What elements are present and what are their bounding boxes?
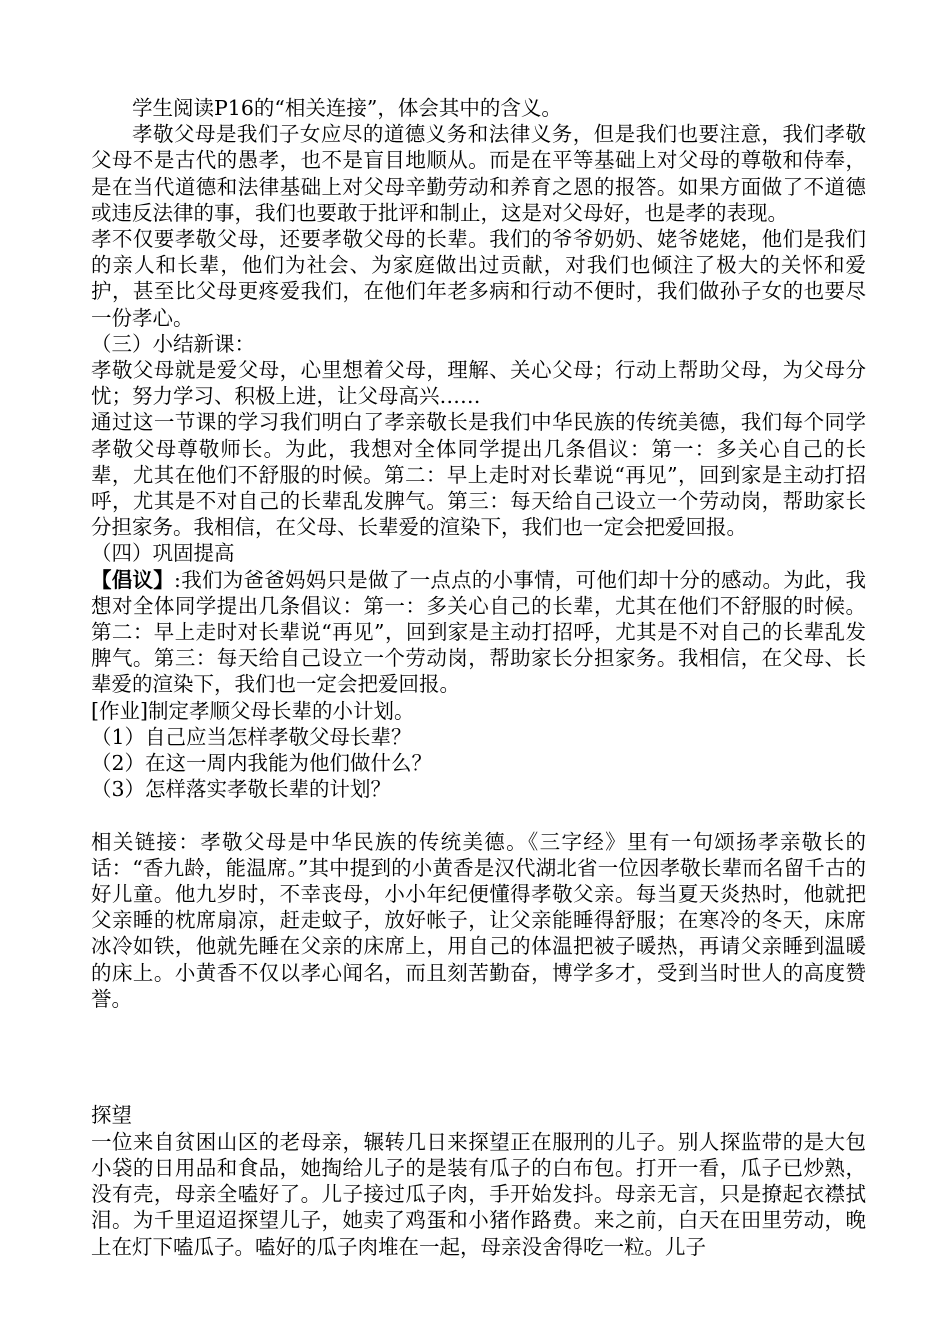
paragraph-reading-instruction: 学生阅读P16的“相关连接”，体会其中的含义。: [132, 96, 562, 120]
paragraph-elders: 孝不仅要孝敬父母，还要孝敬父母的长辈。我们的爷爷奶奶、姥爷姥姥，他们是我们的亲人和长辈，他们为社会、为家庭做出过贡献，对我们也倾注了极大的关怀和爱护，甚至比父母更疼爱我们，在他们年老多病和行动不便时，我们做孙子女的也要尽一份孝心。: [91, 227, 866, 330]
proposal-text: :我们为爸爸妈妈只是做了一点点的小事情，可他们却十分的感动。为此，我想对全体同学提出几条倡议：第一：多关心自己的长辈，尤其在他们不舒服的时候。第二：早上走时对长辈说“再见”，回到家是主动打招呼，尤其是不对自己的长辈乱发脾气。第三：每天给自己设立一个劳动岗，帮助家长分担家务。我相信，在父母、长辈爱的渲染下，我们也一定会把爱回报。: [91, 567, 867, 697]
homework-question-3: （3）怎样落实孝敬长辈的计划？: [91, 777, 392, 802]
proposal-label: 【倡议】: [91, 567, 175, 592]
paragraph-proposal: [91, 567, 866, 698]
section-heading-summary: （三）小结新课：: [91, 331, 255, 356]
spacer: [91, 1012, 866, 1064]
paragraph-story: 一位来自贫困山区的老母亲，辗转几日来探望正在服刑的儿子。别人探监带的是大包小袋的日用品和食品，她掏给儿子的是装有瓜子的白布包。打开一看，瓜子已炒熟，没有壳，母亲全嗑好了。儿子接过瓜子肉，手开始发抖。母亲无言，只是撩起衣襟拭泪。为千里迢迢探望儿子，她卖了鸡蛋和小猪作路费。来之前，白天在田里劳动，晚上在灯下嗑瓜子。嗑好的瓜子肉堆在一起，母亲没舍得吃一粒。儿子: [91, 1129, 866, 1259]
paragraph-filial-duty: 孝敬父母是我们子女应尽的道德义务和法律义务，但是我们也要注意，我们孝敬父母不是古代的愚孝，也不是盲目地顺从。而是在平等基础上对父母的尊敬和侍奉，是在当代道德和法律基础上对父母辛勤劳动和养育之恩的报答。如果方面做了不道德或违反法律的事，我们也要敢于批评和制止，这是对父母好，也是孝的表现。: [91, 122, 866, 225]
paragraph-proposal-intro: 通过这一节课的学习我们明白了孝亲敬长是我们中华民族的传统美德，我们每个同学孝敬父母尊敬师长。为此，我想对全体同学提出几条倡议：第一：多关心自己的长辈，尤其在他们不舒服的时候。第二：早上走时对长辈说“再见”，回到家是主动打招呼，尤其是不对自己的长辈乱发脾气。第三：每天给自己设立一个劳动岗，帮助家长分担家务。我相信，在父母、长辈爱的渲染下，我们也一定会把爱回报。: [91, 410, 866, 540]
spacer: [91, 802, 866, 828]
paragraph-related-link: 相关链接：孝敬父母是中华民族的传统美德。《三字经》里有一句颂扬孝亲敬长的话：“香九龄，能温席。”其中提到的小黄香是汉代湖北省一位因孝敬长辈而名留千古的好儿童。他九岁时，不幸丧母，小小年纪便懂得孝敬父亲。每当夏天炎热时，他就把父亲睡的枕席扇凉，赶走蚊子，放好帐子，让父亲能睡得舒服；在寒冷的冬天，床席冰冷如铁，他就先睡在父亲的床席上，用自己的体温把被子暖热，再请父亲睡到温暖的床上。小黄香不仅以孝心闻名，而且刻苦勤奋，博学多才，受到当时世人的高度赞誉。: [91, 829, 866, 1011]
homework-question-2: （2）在这一周内我能为他们做什么？: [91, 751, 433, 776]
section-heading-consolidate: （四）巩固提高: [91, 541, 235, 566]
document-page: [91, 95, 866, 1260]
homework-title: [作业]制定孝顺父母长辈的小计划。: [91, 698, 415, 723]
homework-question-1: （1）自己应当怎样孝敬父母长辈？: [91, 724, 412, 749]
story-title: 探望: [91, 1103, 132, 1128]
paragraph-summary: 孝敬父母就是爱父母，心里想着父母，理解、关心父母；行动上帮助父母，为父母分忧；努力学习、积极上进，让父母高兴……: [91, 358, 866, 409]
spacer: [91, 1064, 866, 1102]
